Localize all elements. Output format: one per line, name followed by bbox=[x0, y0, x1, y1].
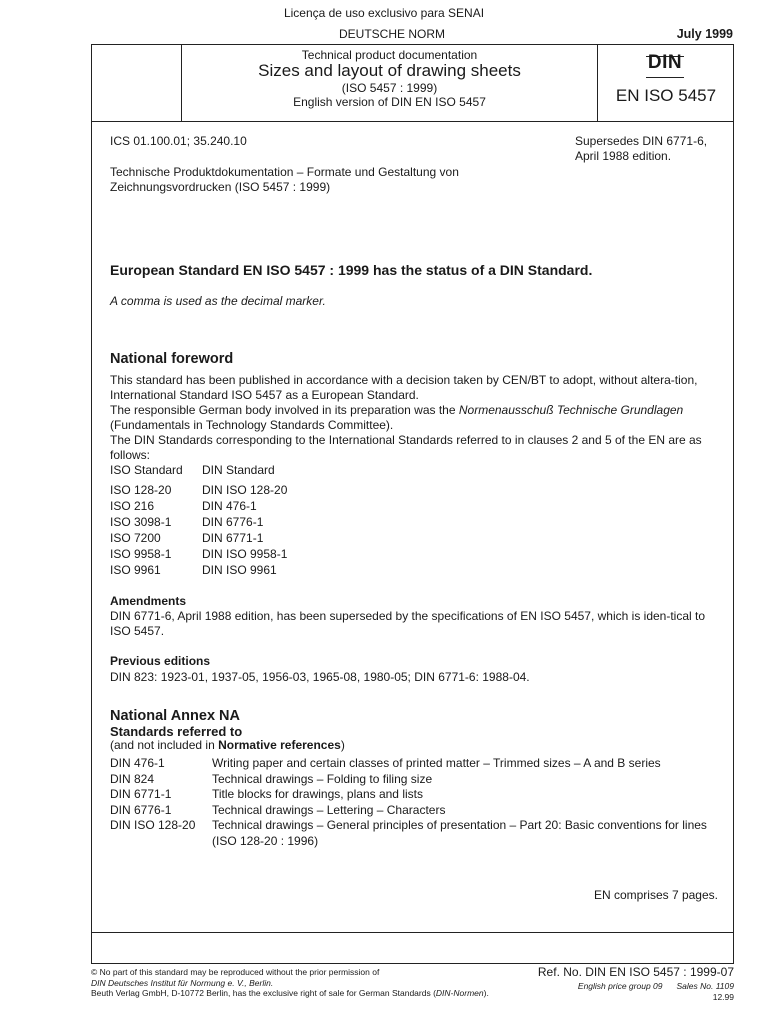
foreword-p2-end: (Fundamentals in Technology Standards Committee). bbox=[110, 418, 394, 432]
table-cell-din: DIN ISO 9958-1 bbox=[202, 547, 288, 561]
committee-name: Normenausschuß Technische Grundlagen bbox=[458, 403, 684, 417]
table-cell-iso: ISO 128-20 bbox=[110, 483, 172, 497]
ref-title: Technical drawings – Folding to filing size bbox=[212, 771, 433, 786]
decimal-marker-note: A comma is used as the decimal marker. bbox=[110, 294, 326, 308]
supersedes-line-2: April 1988 edition. bbox=[575, 149, 672, 163]
table-cell-iso: ISO 216 bbox=[110, 499, 155, 513]
previous-editions-text: DIN 823: 1923-01, 1937-05, 1956-03, 1965-08, 1980-05; DIN 6771-6: 1988-04. bbox=[110, 670, 530, 684]
table-cell-din: DIN 476-1 bbox=[202, 499, 257, 513]
issue-code: 12.99 bbox=[712, 992, 734, 1002]
foreword-paragraph-1: This standard has been published in accordance with a decision taken by CEN/BT to adopt, without altera-tion, International Standard ISO 5457 as a European Standard. bbox=[110, 373, 698, 402]
european-standard-status: European Standard EN ISO 5457 : 1999 has the status of a DIN Standard. bbox=[110, 262, 593, 278]
publication-date: July 1999 bbox=[676, 27, 733, 41]
table-row bbox=[110, 482, 287, 498]
copyright-line-3-start: Beuth Verlag GmbH, D-10772 Berlin, has the exclusive right of sale for German Standards ( bbox=[91, 988, 436, 998]
ref-title: Technical drawings – General principles of presentation – Part 20: Basic conventions for lines (ISO 128-20 : 1996) bbox=[212, 818, 707, 848]
table-cell-iso: ISO 7200 bbox=[110, 531, 161, 545]
ref-id: DIN 824 bbox=[110, 771, 155, 786]
previous-editions-heading: Previous editions bbox=[110, 654, 211, 668]
document-title: Sizes and layout of drawing sheets bbox=[258, 61, 521, 80]
german-title bbox=[110, 165, 510, 195]
standards-referred-list bbox=[110, 756, 722, 849]
standard-number: EN ISO 5457 bbox=[615, 86, 717, 105]
table-cell-din: DIN ISO 9961 bbox=[202, 563, 277, 577]
note-bold: Normative references bbox=[218, 738, 341, 752]
table-cell-din: DIN 6771-1 bbox=[202, 531, 264, 545]
german-title-line-1: Technische Produktdokumentation – Formate und Gestaltung von bbox=[110, 165, 459, 179]
ref-id: DIN 476-1 bbox=[110, 756, 165, 770]
table-header-din: DIN Standard bbox=[202, 463, 275, 477]
list-item bbox=[110, 756, 722, 772]
list-item bbox=[110, 803, 722, 819]
national-foreword-heading: National foreword bbox=[110, 351, 234, 367]
copyright-line-2-text: DIN Deutsches Institut für Normung e. V., Berlin. bbox=[91, 977, 274, 988]
copyright-line-1: © No part of this standard may be reproduced without the prior permission of bbox=[91, 967, 380, 977]
page-count-note: EN comprises 7 pages. bbox=[593, 888, 718, 902]
footer-divider bbox=[91, 932, 734, 933]
price-group: English price group 09 bbox=[577, 981, 663, 991]
din-logo: DIN bbox=[647, 52, 683, 73]
table-row bbox=[110, 514, 287, 530]
list-item bbox=[110, 772, 722, 788]
iso-reference: (ISO 5457 : 1999) bbox=[341, 81, 438, 95]
sales-number: Sales No. 1109 bbox=[676, 981, 734, 991]
price-info bbox=[578, 981, 734, 991]
reference-number: Ref. No. DIN EN ISO 5457 : 1999-07 bbox=[537, 965, 734, 979]
ref-title: Writing paper and certain classes of printed matter – Trimmed sizes – A and B series bbox=[212, 756, 661, 770]
foreword-p2-start: The responsible German body involved in its preparation was the bbox=[110, 403, 459, 417]
license-notice: Licença de uso exclusivo para SENAI bbox=[283, 6, 485, 20]
note-end: ) bbox=[340, 738, 345, 752]
ref-title: Title blocks for drawings, plans and lists bbox=[212, 787, 423, 801]
ref-id: DIN 6771-1 bbox=[110, 787, 172, 801]
table-row bbox=[110, 562, 287, 578]
table-row bbox=[110, 546, 287, 562]
standards-referred-heading: Standards referred to bbox=[110, 724, 243, 739]
table-header-row bbox=[110, 462, 287, 478]
copyright-notice bbox=[91, 967, 521, 999]
document-subtitle: Technical product documentation bbox=[301, 48, 478, 62]
table-row bbox=[110, 530, 287, 546]
foreword-paragraph-3: The DIN Standards corresponding to the International Standards referred to in clauses 2 and 5 of the EN are as follows: bbox=[110, 433, 702, 462]
note-start: (and not included in bbox=[110, 738, 219, 752]
norm-label: DEUTSCHE NORM bbox=[338, 27, 445, 41]
ref-title: Technical drawings – Lettering – Characters bbox=[212, 802, 446, 817]
amendments-text: DIN 6771-6, April 1988 edition, has been superseded by the specifications of EN ISO 5457, which is iden-tical to ISO 5457. bbox=[110, 609, 706, 638]
header-divider bbox=[91, 121, 734, 122]
national-foreword-text bbox=[110, 373, 720, 463]
list-item bbox=[110, 787, 722, 803]
copyright-line-3 bbox=[91, 988, 521, 999]
list-item bbox=[110, 818, 722, 849]
english-version: English version of DIN EN ISO 5457 bbox=[293, 95, 486, 109]
german-title-line-2: Zeichnungsvordrucken (ISO 5457 : 1999) bbox=[110, 180, 331, 194]
header-right-divider bbox=[597, 44, 598, 121]
standards-correspondence-table bbox=[110, 462, 287, 578]
table-row bbox=[110, 498, 287, 514]
ref-id: DIN 6776-1 bbox=[110, 802, 172, 817]
table-header-iso: ISO Standard bbox=[110, 463, 183, 477]
ics-codes: ICS 01.100.01; 35.240.10 bbox=[110, 134, 247, 148]
table-cell-din: DIN 6776-1 bbox=[202, 515, 264, 529]
foreword-paragraph-2 bbox=[110, 403, 720, 433]
din-logo-bottom-rule bbox=[646, 77, 684, 78]
table-cell-iso: ISO 3098-1 bbox=[110, 515, 172, 529]
supersedes-note bbox=[575, 134, 725, 164]
amendments-heading: Amendments bbox=[110, 594, 187, 608]
table-cell-iso: ISO 9961 bbox=[110, 563, 161, 577]
copyright-line-3-italic: DIN-Normen bbox=[435, 988, 484, 998]
national-annex-heading: National Annex NA bbox=[110, 708, 240, 724]
table-cell-iso: ISO 9958-1 bbox=[110, 547, 172, 561]
copyright-line-2 bbox=[91, 978, 521, 989]
standards-referred-note bbox=[110, 738, 345, 752]
ref-id: DIN ISO 128-20 bbox=[110, 818, 196, 832]
copyright-line-3-end: ). bbox=[483, 988, 489, 998]
table-cell-din: DIN ISO 128-20 bbox=[202, 483, 288, 497]
supersedes-line-1: Supersedes DIN 6771-6, bbox=[575, 134, 708, 148]
